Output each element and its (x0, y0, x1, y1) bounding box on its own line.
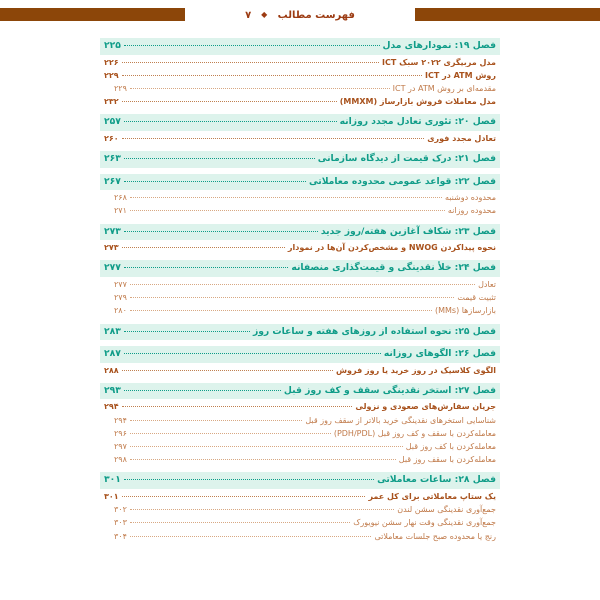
toc-group (100, 346, 500, 377)
dot-leader (130, 284, 475, 285)
dot-leader (130, 536, 372, 537)
entry-page-number: ۲۷۹ (114, 293, 127, 303)
toc-entry-row[interactable] (100, 204, 500, 217)
entry-page-number: ۳۰۱ (104, 474, 121, 486)
toc-group (100, 383, 500, 467)
dot-leader (122, 101, 337, 102)
entry-title: فصل ۲۸: ساعات معاملاتی (377, 474, 496, 486)
entry-page-number: ۲۹۸ (114, 455, 127, 465)
entry-page-number: ۲۶۳ (104, 153, 121, 165)
toc-chapter-row[interactable] (100, 472, 500, 489)
entry-title: فصل ۲۳: شکاف آغازین هفته/روز جدید (320, 225, 496, 237)
toc-entry-row[interactable] (100, 414, 500, 427)
dot-leader (122, 406, 353, 407)
entry-title: فصل ۲۲: قواعد عمومی محدوده معاملاتی (308, 175, 496, 187)
dot-leader (122, 138, 425, 139)
entry-page-number: ۲۶۸ (114, 193, 127, 203)
entry-title: الگوی کلاسیک در روز خرید یا روز فروش (336, 365, 496, 375)
entry-title: فصل ۲۱: درک قیمت از دیدگاه سازمانی (317, 153, 496, 165)
entry-page-number: ۲۷۱ (114, 206, 127, 216)
entry-title: جمع‌آوری نقدینگی سشن لندن (397, 505, 496, 515)
toc-group (100, 260, 500, 317)
dot-leader (124, 390, 281, 391)
dot-leader (130, 446, 403, 447)
dot-leader (122, 496, 366, 497)
toc-group (100, 38, 500, 108)
entry-page-number: ۲۸۰ (114, 306, 127, 316)
toc-entry-row[interactable] (100, 82, 500, 95)
toc-entry-row[interactable] (100, 530, 500, 543)
entry-title: یک ستاپ معاملاتی برای کل عمر (368, 491, 496, 501)
header-title: فهرست مطالب (277, 9, 355, 21)
entry-page-number: ۲۲۵ (104, 40, 121, 51)
toc-entry-row[interactable] (100, 490, 500, 503)
diamond-icon: ◆ (261, 10, 268, 19)
entry-title: روش ATM در ICT (425, 70, 496, 80)
entry-title: فصل ۲۶: الگوهای روزانه (383, 348, 496, 360)
dot-leader (124, 45, 380, 46)
toc-chapter-row[interactable] (100, 346, 500, 363)
toc-entry-row[interactable] (100, 95, 500, 108)
entry-page-number: ۲۹۳ (104, 384, 121, 396)
toc-chapter-row[interactable] (100, 114, 500, 131)
toc-chapter-row[interactable] (100, 260, 500, 277)
entry-page-number: ۲۹۴ (104, 402, 119, 412)
entry-page-number: ۲۲۶ (104, 57, 119, 67)
dot-leader (124, 479, 374, 480)
entry-title: تعادل (478, 279, 496, 289)
entry-page-number: ۲۶۰ (104, 133, 119, 143)
dot-leader (130, 522, 350, 523)
dot-leader (124, 353, 381, 354)
toc-chapter-row[interactable] (100, 383, 500, 400)
toc-chapter-row[interactable] (100, 174, 500, 191)
dot-leader (124, 231, 318, 232)
entry-title: شناسایی استخرهای نقدینگی خرید بالاتر از سقف روز قبل (305, 415, 496, 425)
dot-leader (124, 121, 337, 122)
table-of-contents (0, 30, 600, 543)
dot-leader (130, 197, 442, 198)
entry-title: فصل ۲۰: تئوری تعادل مجدد روزانه (339, 116, 496, 128)
toc-entry-row[interactable] (100, 191, 500, 204)
entry-title: جریان سفارش‌های صعودی و نزولی (355, 402, 496, 412)
header-rule-right (415, 8, 600, 21)
dot-leader (130, 210, 445, 211)
entry-title: مقدمه‌ای بر روش ATM در ICT (392, 83, 496, 93)
entry-page-number: ۲۲۹ (114, 83, 127, 93)
entry-title: فصل ۱۹: نمودارهای مدل (382, 40, 496, 51)
toc-group (100, 174, 500, 218)
entry-title: محدوده روزانه (447, 206, 496, 216)
entry-title: فصل ۲۷: استخر نقدینگی سقف و کف روز قبل (283, 384, 496, 396)
entry-title: رنج یا محدوده صبح جلسات معاملاتی (374, 531, 496, 541)
toc-entry-row[interactable] (100, 291, 500, 304)
entry-title: جمع‌آوری نقدینگی وقت نهار سشن نیویورک (353, 518, 496, 528)
entry-page-number: ۳۰۲ (114, 505, 127, 515)
dot-leader (124, 267, 289, 268)
dot-leader (130, 88, 390, 89)
toc-entry-row[interactable] (100, 132, 500, 145)
dot-leader (124, 181, 306, 182)
toc-entry-row[interactable] (100, 400, 500, 413)
dot-leader (122, 62, 379, 63)
toc-entry-row[interactable] (100, 304, 500, 317)
dot-leader (122, 370, 333, 371)
dot-leader (130, 310, 432, 311)
toc-chapter-row[interactable] (100, 151, 500, 168)
dot-leader (130, 459, 396, 460)
entry-title: مدل مربیگری ۲۰۲۲ سبک ICT (382, 57, 496, 67)
entry-page-number: ۳۰۱ (104, 491, 119, 501)
entry-title: مدل معاملات فروش بازارساز (MMXM) (339, 97, 496, 107)
toc-group (100, 114, 500, 145)
entry-page-number: ۲۳۲ (104, 97, 119, 107)
entry-page-number: ۳۰۳ (114, 518, 127, 528)
entry-title: معامله‌کردن با سقف و کف روز قبل (PDH/PDL) (333, 428, 496, 438)
entry-page-number: ۲۷۳ (104, 225, 121, 237)
entry-page-number: ۲۷۷ (104, 262, 121, 274)
header-page-number: ۷ (245, 9, 252, 21)
toc-group (100, 472, 500, 542)
entry-title: تثبیت قیمت (457, 293, 496, 303)
entry-title: معامله‌کردن با کف روز قبل (405, 442, 496, 452)
toc-entry-row[interactable] (100, 241, 500, 254)
toc-entry-row[interactable] (100, 427, 500, 440)
toc-entry-row[interactable] (100, 503, 500, 516)
entry-page-number: ۳۰۴ (114, 531, 127, 541)
toc-group (100, 324, 500, 341)
dot-leader (130, 509, 394, 510)
toc-chapter-row[interactable] (100, 324, 500, 341)
page-header (0, 0, 600, 30)
header-center (237, 10, 363, 21)
entry-page-number: ۲۲۹ (104, 70, 119, 80)
dot-leader (124, 331, 250, 332)
toc-entry-row[interactable] (100, 56, 500, 69)
dot-leader (122, 247, 285, 248)
dot-leader (122, 75, 422, 76)
toc-entry-row[interactable] (100, 453, 500, 466)
toc-entry-row[interactable] (100, 364, 500, 377)
entry-page-number: ۲۸۸ (104, 365, 119, 375)
entry-title: محدوده دوشنبه (444, 193, 496, 203)
entry-title: فصل ۲۴: خلأ نقدینگی و قیمت‌گذاری منصفانه (291, 262, 496, 274)
dot-leader (130, 420, 302, 421)
dot-leader (124, 158, 315, 159)
entry-title: معامله‌کردن با سقف روز قبل (398, 455, 496, 465)
entry-page-number: ۲۹۴ (114, 415, 127, 425)
entry-page-number: ۲۹۶ (114, 428, 127, 438)
entry-page-number: ۲۵۷ (104, 116, 121, 128)
toc-group (100, 224, 500, 255)
toc-entry-row[interactable] (100, 516, 500, 529)
entry-title: فصل ۲۵: نحوه استفاده از روزهای هفته و ساعات روز (252, 325, 496, 337)
toc-entry-row[interactable] (100, 278, 500, 291)
entry-page-number: ۲۹۷ (114, 442, 127, 452)
entry-page-number: ۲۷۷ (114, 279, 127, 289)
entry-page-number: ۲۷۳ (104, 243, 119, 253)
toc-group (100, 151, 500, 168)
toc-entry-row[interactable] (100, 69, 500, 82)
header-rule-left (0, 8, 185, 21)
entry-page-number: ۲۶۷ (104, 175, 121, 187)
toc-entry-row[interactable] (100, 440, 500, 453)
toc-chapter-row[interactable] (100, 38, 500, 55)
entry-page-number: ۲۸۳ (104, 325, 121, 337)
entry-title: تعادل مجدد فوری (427, 133, 496, 143)
entry-title: بازارسازها (MMs) (434, 306, 496, 316)
entry-title: نحوه پیداکردن NWOG و مشخص‌کردن آن‌ها در نمودار (287, 243, 496, 253)
toc-chapter-row[interactable] (100, 224, 500, 241)
dot-leader (130, 297, 455, 298)
dot-leader (130, 433, 331, 434)
entry-page-number: ۲۸۷ (104, 348, 121, 360)
